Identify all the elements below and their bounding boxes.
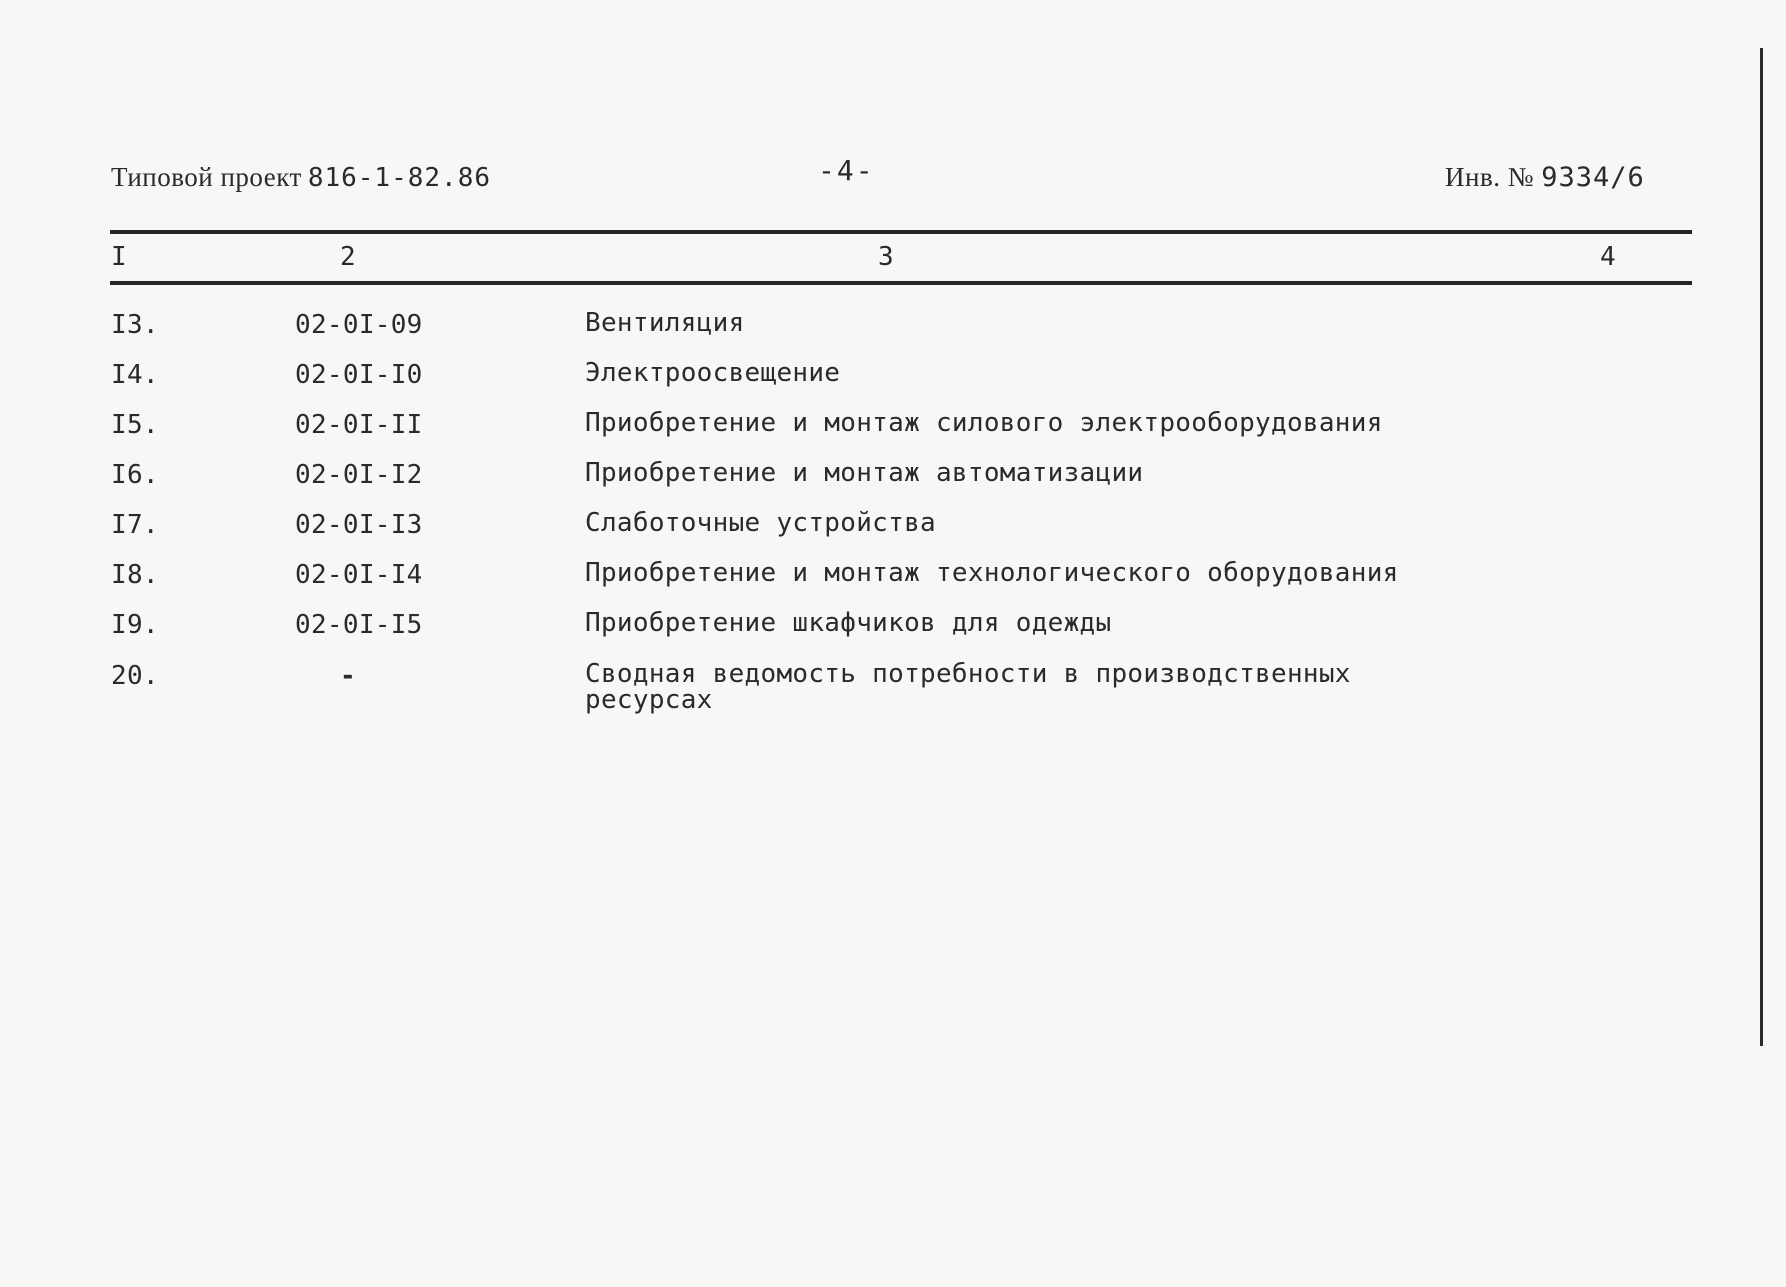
row-name: Приобретение и монтаж технологического оборудования <box>585 558 1399 588</box>
row-name: Приобретение и монтаж силового электрооборудования <box>585 408 1383 438</box>
table-row <box>0 510 1786 560</box>
row-code: 02-0I-II <box>295 410 423 440</box>
row-code: 02-0I-I3 <box>295 510 423 540</box>
table-top-rule <box>110 230 1692 234</box>
row-number: I8. <box>111 560 159 590</box>
inventory-label: Инв. № <box>1445 162 1534 192</box>
column-header-1: I <box>111 242 127 272</box>
table-row <box>0 410 1786 460</box>
row-name: Слаботочные устройства <box>585 508 936 538</box>
project-label: Типовой проект <box>111 162 302 192</box>
row-number: I4. <box>111 360 159 390</box>
row-number: I3. <box>111 310 159 340</box>
table-row <box>0 460 1786 510</box>
table-row <box>0 610 1786 660</box>
column-header-3: 3 <box>878 242 894 272</box>
row-number: I9. <box>111 610 159 640</box>
row-number: I7. <box>111 510 159 540</box>
row-name: Сводная ведомость потребности в производственных ресурсах <box>585 659 1351 715</box>
table-row <box>0 661 1786 741</box>
inventory-number: 9334/6 <box>1541 162 1645 193</box>
row-code: 02-0I-I0 <box>295 360 423 390</box>
row-code: - <box>340 661 356 691</box>
column-header-2: 2 <box>340 242 356 272</box>
project-number: 816-1-82.86 <box>307 163 491 193</box>
project-header <box>111 162 491 193</box>
row-name: Электроосвещение <box>585 358 841 388</box>
inventory-header <box>1445 162 1645 193</box>
table-row <box>0 560 1786 610</box>
column-header-4: 4 <box>1600 242 1616 272</box>
row-code: 02-0I-09 <box>295 310 423 340</box>
page-number: -4- <box>818 154 875 187</box>
row-name: Приобретение шкафчиков для одежды <box>585 608 1112 638</box>
row-number: I5. <box>111 410 159 440</box>
row-name: Вентиляция <box>585 308 745 338</box>
row-code: 02-0I-I2 <box>295 460 423 490</box>
row-code: 02-0I-I4 <box>295 560 423 590</box>
table-row <box>0 310 1786 360</box>
row-name: Приобретение и монтаж автоматизации <box>585 458 1144 488</box>
row-number: I6. <box>111 460 159 490</box>
table-header-rule <box>110 281 1692 285</box>
row-code: 02-0I-I5 <box>295 610 423 640</box>
table-row <box>0 360 1786 410</box>
row-number: 20. <box>111 661 159 691</box>
